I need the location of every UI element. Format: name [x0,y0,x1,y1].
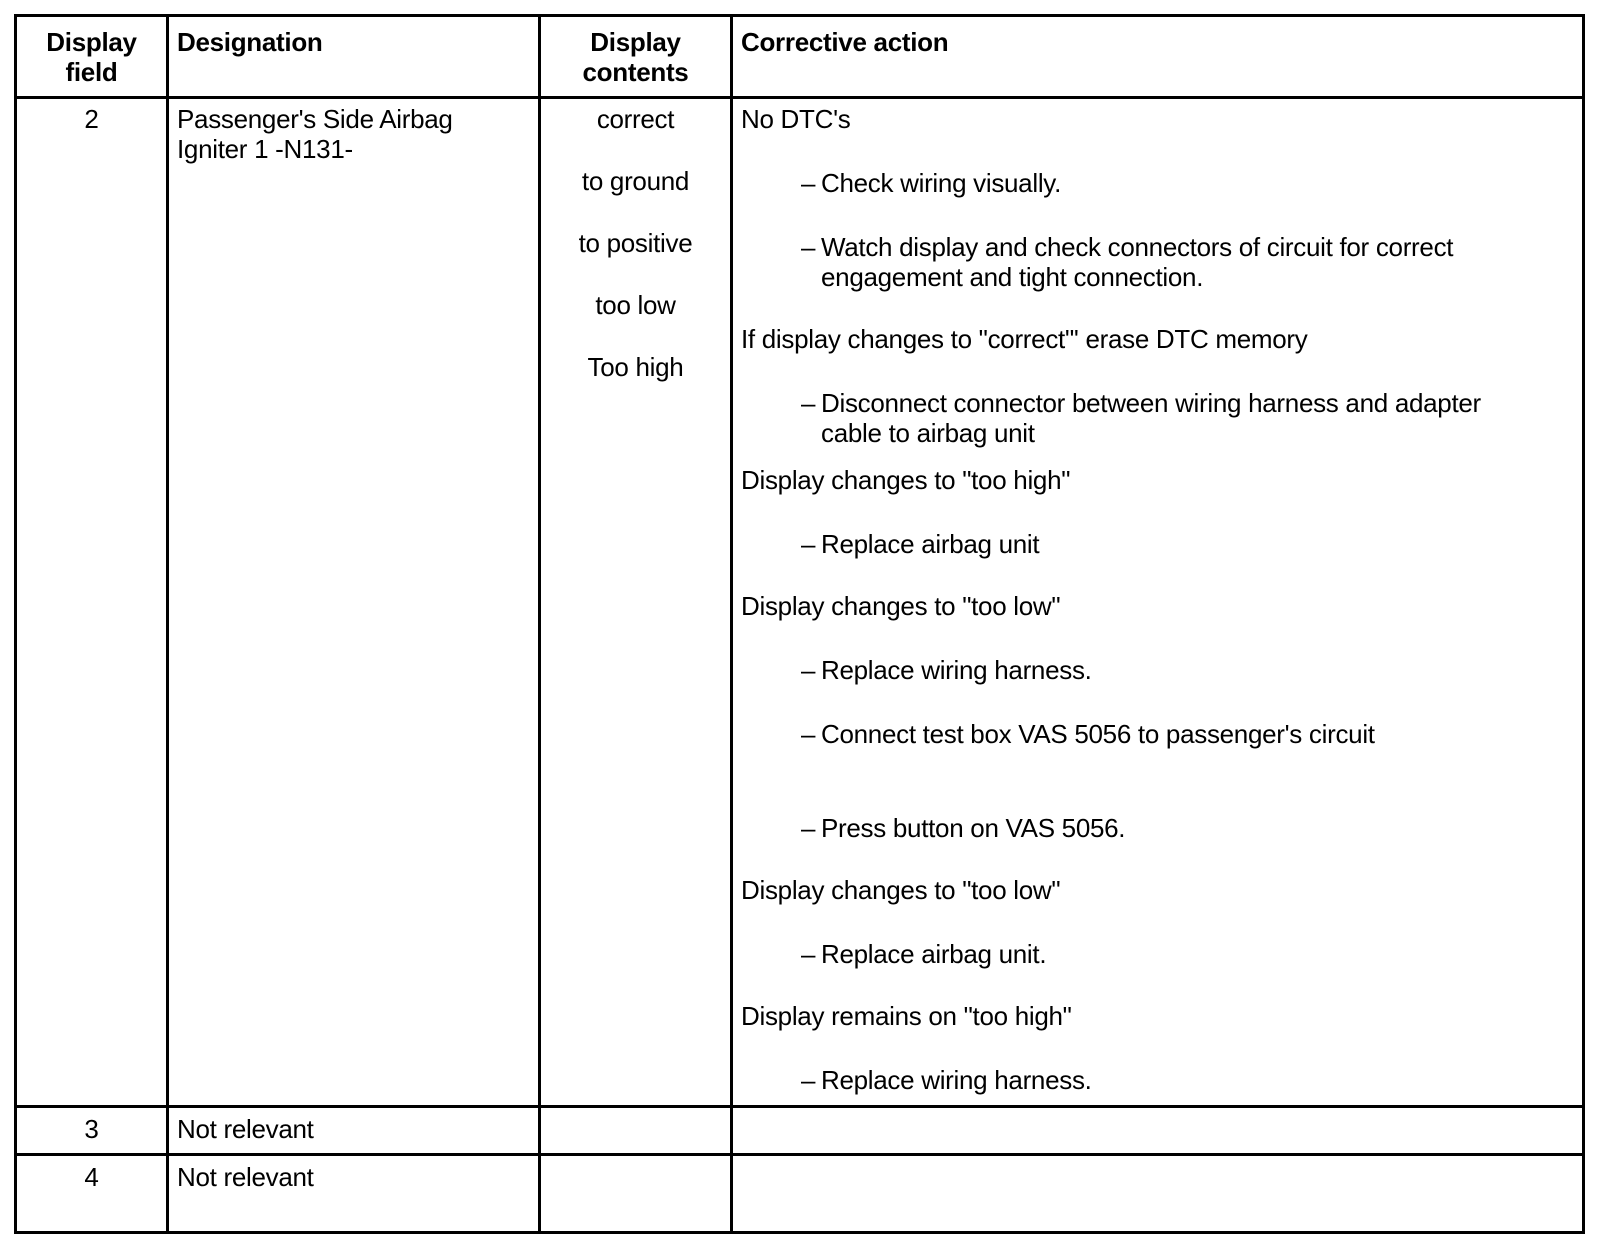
column-divider [538,17,541,1231]
bullet-line: Replace wiring harness. [821,655,1092,685]
contents-item: to positive [578,228,693,258]
bullet-line: Replace airbag unit [821,529,1040,559]
document-table [14,14,1585,1234]
bullet-line: engagement and tight connection. [821,262,1204,292]
column-divider [166,17,169,1231]
bullet-dash-icon: – [801,232,816,262]
bullet-line: Replace airbag unit. [821,939,1047,969]
display-field-value: 2 [84,104,99,134]
action-bullet [801,1065,1600,1095]
action-text: Display changes to "too high" [741,465,1071,495]
contents-item: correct [596,104,675,134]
action-bullet [801,655,1600,685]
header-line: contents [582,57,689,87]
bullet-dash-icon: – [801,168,816,198]
bullet-dash-icon: – [801,719,816,749]
header-display-contents [541,27,730,87]
bullet-line: Press button on VAS 5056. [821,813,1126,843]
header-corrective-action: Corrective action [741,27,949,57]
contents-item: to ground [581,166,690,196]
bullet-line: Replace wiring harness. [821,1065,1092,1095]
designation-value [177,104,453,164]
designation-value: Not relevant [177,1162,314,1192]
designation-line: Passenger's Side Airbag [177,104,453,134]
bullet-line: Disconnect connector between wiring harness and adapter [821,388,1481,418]
bullet-dash-icon: – [801,1065,816,1095]
header-display-field [17,27,166,87]
bullet-dash-icon: – [801,813,816,843]
bullet-dash-icon: – [801,655,816,685]
bullet-line: cable to airbag unit [821,418,1035,448]
display-field-value: 4 [84,1162,99,1192]
designation-value: Not relevant [177,1114,314,1144]
action-bullet [801,168,1600,198]
bullet-line: Check wiring visually. [821,168,1061,198]
action-bullet [801,388,1600,448]
bullet-dash-icon: – [801,388,816,418]
bullet-dash-icon: – [801,939,816,969]
bullet-line: Connect test box VAS 5056 to passenger's circuit [821,719,1375,749]
display-field-value: 3 [84,1114,99,1144]
header-line: field [65,57,118,87]
row-divider [17,96,1582,99]
action-text: Display changes to "too low" [741,591,1061,621]
header-designation: Designation [177,27,323,57]
bullet-line: Watch display and check connectors of circuit for correct [821,232,1454,262]
action-bullet [801,232,1600,292]
row-divider [17,1153,1582,1156]
action-text: No DTC's [741,104,851,134]
contents-item: Too high [587,352,684,382]
header-line: Display [590,27,681,57]
action-bullet [801,813,1600,843]
action-bullet [801,529,1600,559]
column-divider [730,17,733,1231]
action-bullet [801,719,1600,749]
header-line: Display [46,27,137,57]
row-divider [17,1105,1582,1108]
action-text: If display changes to "correct"' erase DTC memory [741,324,1308,354]
action-bullet [801,939,1600,969]
designation-line: Igniter 1 -N131- [177,134,353,164]
contents-item: too low [595,290,676,320]
action-text: Display remains on "too high" [741,1001,1072,1031]
action-text: Display changes to "too low" [741,875,1061,905]
bullet-dash-icon: – [801,529,816,559]
